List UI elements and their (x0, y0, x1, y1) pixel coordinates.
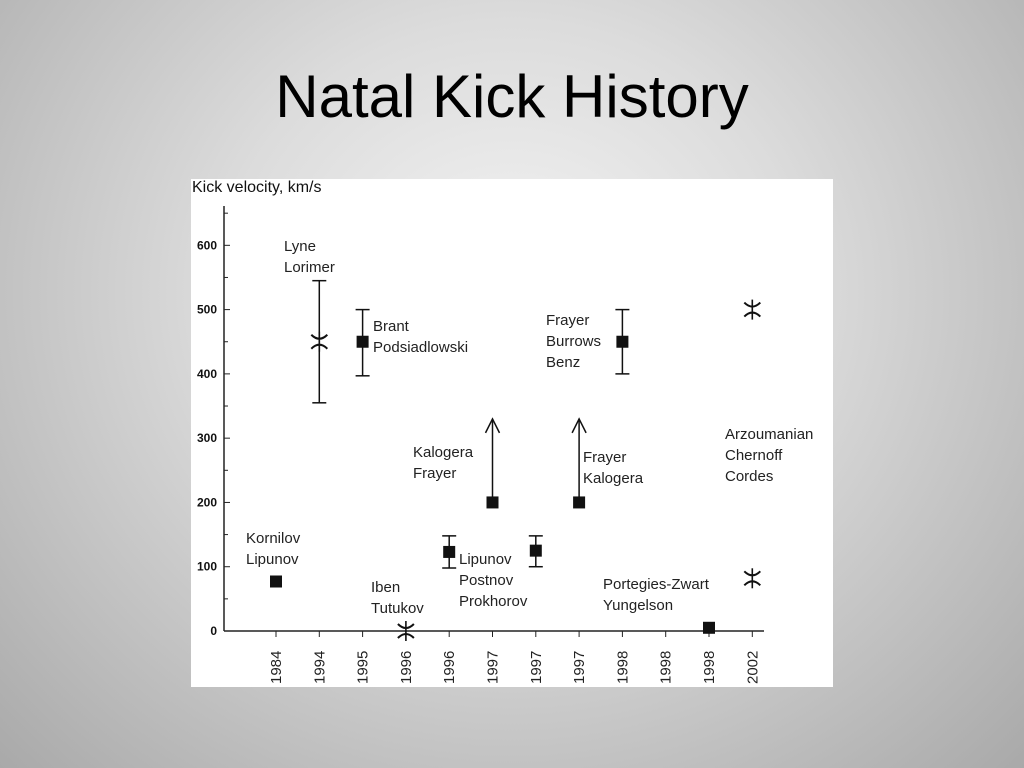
square-marker (573, 496, 585, 508)
y-tick-label: 400 (196, 366, 217, 381)
annotation-text: Benz (546, 354, 581, 371)
x-tick-label: 1996 (397, 650, 415, 684)
square-marker (616, 336, 628, 348)
annotation-text: Postnov (459, 572, 514, 589)
annotation-text: Frayer (583, 449, 627, 466)
x-tick-label: 1997 (484, 650, 502, 684)
annotation-text: Chernoff (725, 447, 783, 464)
y-tick-label: 300 (196, 431, 217, 446)
y-tick-label: 600 (196, 238, 217, 253)
annotation-text: Tutukov (371, 600, 424, 617)
y-axis-label: Kick velocity, km/s (192, 179, 322, 196)
annotation-text: Arzoumanian (725, 426, 814, 443)
annotation-text: Kalogera (583, 470, 644, 487)
x-tick-label: 1998 (657, 650, 675, 684)
square-marker (487, 496, 499, 508)
x-tick-label: 1996 (441, 650, 459, 684)
x-ticks (268, 631, 761, 684)
x-tick-label: 1998 (701, 650, 718, 684)
y-tick-label: 200 (196, 495, 217, 510)
x-tick-label: 1995 (354, 650, 372, 684)
kick-velocity-chart (191, 179, 833, 687)
x-tick-label: 1994 (311, 650, 329, 684)
annotation-text: Frayer (413, 465, 457, 482)
x-tick-label: 1984 (268, 650, 285, 684)
annotation-text: Podsiadlowski (373, 339, 469, 356)
x-tick-label: 1997 (527, 650, 545, 684)
chart-panel (191, 179, 833, 687)
annotation-text: Brant (373, 318, 409, 335)
annotation-text: Kalogera (413, 444, 474, 461)
x-tick-label: 2002 (744, 650, 762, 684)
x-tick-label: 1997 (571, 650, 589, 684)
annotation-text: Portegies-Zwart (603, 576, 709, 593)
annotation-text: Lyne (284, 238, 316, 255)
annotation-text: Yungelson (603, 597, 674, 614)
y-tick-label: 100 (196, 559, 217, 574)
annotation-text: Lipunov (459, 551, 512, 568)
square-marker (270, 576, 282, 588)
annotation-text: Prokhorov (459, 593, 528, 610)
square-marker (703, 622, 715, 634)
y-tick-label: 0 (210, 624, 217, 638)
square-marker (443, 546, 455, 558)
annotation-text: Lipunov (246, 551, 299, 568)
annotation-text: Iben (371, 579, 401, 596)
annotation-text: Burrows (546, 333, 602, 350)
square-marker (357, 336, 369, 348)
annotation-text: Frayer (546, 312, 590, 329)
square-marker (530, 545, 542, 557)
slide-title: Natal Kick History (275, 63, 749, 130)
annotation-text: Kornilov (246, 530, 301, 547)
annotation-text: Lorimer (284, 259, 335, 276)
annotation-text: Cordes (725, 468, 774, 485)
x-tick-label: 1998 (614, 650, 632, 684)
y-tick-label: 500 (196, 302, 217, 317)
annotations (246, 238, 813, 617)
y-ticks (197, 213, 230, 638)
